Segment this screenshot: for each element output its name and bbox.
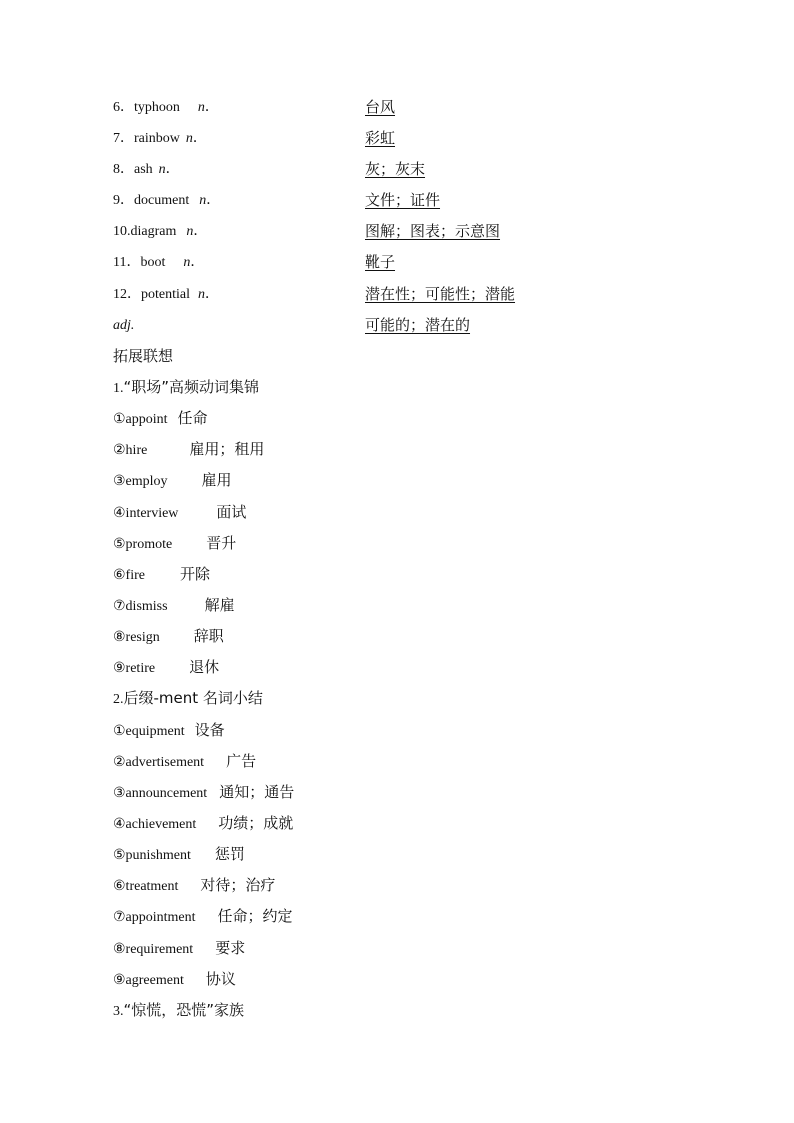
vocab-word: 8．ash — [113, 162, 153, 177]
vocab-word: 7．rainbow — [113, 131, 180, 146]
vocab-meaning: 图解；图表；示意图 — [365, 222, 501, 240]
vocab-word: 12．potential — [113, 287, 190, 302]
list-item-zh: 功绩；成就 — [218, 814, 294, 832]
vocab-pos: n — [185, 131, 193, 146]
list-item — [113, 624, 224, 648]
vocab-pos: n — [198, 287, 205, 302]
list-item-zh: 协议 — [205, 970, 236, 988]
list-item — [113, 749, 256, 773]
list-item-en: ④interview — [113, 506, 179, 521]
vocab-meaning: 台风 — [365, 98, 396, 116]
group-title — [113, 998, 244, 1022]
vocab-word: 11．boot — [113, 255, 166, 270]
group-title-text: 后缀-ment 名词小结 — [123, 689, 263, 707]
vocab-meaning: 可能的；潜在的 — [365, 316, 471, 334]
list-item — [113, 437, 264, 461]
list-item-zh: 设备 — [194, 721, 225, 739]
list-item-zh: 解雇 — [204, 596, 235, 614]
list-item-zh: 雇用；租用 — [189, 440, 265, 458]
list-item-zh: 通知；通告 — [219, 783, 295, 801]
list-item-zh: 开除 — [179, 565, 210, 583]
list-item — [113, 406, 208, 430]
list-item — [113, 655, 219, 679]
group-title-text: “职场”高频动词集锦 — [123, 378, 260, 396]
group-number: 3. — [113, 1004, 124, 1019]
list-item-zh: 惩罚 — [214, 845, 245, 863]
vocab-pos: n — [183, 255, 191, 270]
section-title: 拓展联想 — [113, 347, 174, 365]
list-item — [113, 593, 235, 617]
list-item — [113, 873, 275, 897]
vocab-row-word: 8．ash n． — [113, 161, 180, 177]
list-item-en: ⑦appointment — [113, 910, 196, 925]
vocab-row-word: 6．typhoon n． — [113, 99, 219, 115]
vocab-row-word: 9．document n． — [113, 192, 221, 208]
vocab-row-word: 10.diagram n． — [113, 223, 208, 239]
list-item — [113, 967, 236, 991]
list-item — [113, 936, 245, 960]
list-item — [113, 500, 246, 524]
vocab-row-word: 7．rainbow n． — [113, 130, 207, 146]
vocab-row-word — [113, 313, 134, 337]
list-item-en: ⑦dismiss — [113, 599, 168, 614]
list-item-en: ①appoint — [113, 412, 168, 427]
list-item — [113, 811, 293, 835]
list-item — [113, 468, 232, 492]
list-item-en: ③announcement — [113, 786, 208, 801]
list-item-zh: 退休 — [189, 658, 220, 676]
list-item-en: ④achievement — [113, 817, 197, 832]
vocab-pos: n — [199, 193, 207, 208]
list-item-zh: 任命 — [177, 409, 208, 427]
vocab-row-word: 12．potential n． — [113, 286, 219, 302]
list-item-en: ⑤punishment — [113, 848, 191, 863]
list-item — [113, 531, 236, 555]
vocab-pos: n — [186, 224, 194, 239]
group-number: 2. — [113, 692, 124, 707]
vocab-word: 9．document — [113, 193, 190, 208]
list-item-zh: 要求 — [215, 939, 246, 957]
vocab-meaning: 靴子 — [365, 253, 396, 271]
list-item-en: ⑥fire — [113, 568, 145, 583]
group-title-text: “惊慌，恐慌”家族 — [123, 1001, 245, 1019]
group-number: 1. — [113, 381, 124, 396]
list-item-en: ③employ — [113, 474, 168, 489]
vocab-meaning: 彩虹 — [365, 129, 396, 147]
list-item-zh: 雇用 — [201, 471, 232, 489]
vocab-pos: n — [158, 162, 166, 177]
list-item-en: ②advertisement — [113, 755, 205, 770]
list-item — [113, 718, 225, 742]
vocab-row-word: 11．boot n． — [113, 254, 205, 270]
list-item-en: ②hire — [113, 443, 148, 458]
list-item-en: ①equipment — [113, 724, 185, 739]
list-item-en: ⑨agreement — [113, 973, 184, 988]
list-item-en: ⑧requirement — [113, 942, 194, 957]
list-item — [113, 842, 245, 866]
vocab-word: 10.diagram — [113, 224, 177, 239]
group-title — [113, 375, 259, 399]
list-item-zh: 辞职 — [193, 627, 224, 645]
vocab-meaning: 文件；证件 — [365, 191, 441, 209]
vocab-meaning: 灰；灰末 — [365, 160, 426, 178]
vocab-word: adj. — [113, 318, 135, 333]
list-item — [113, 904, 293, 928]
list-item-zh: 任命；约定 — [217, 907, 293, 925]
group-title — [113, 686, 263, 710]
vocab-meaning: 潜在性；可能性；潜能 — [365, 285, 516, 303]
list-item-en: ⑨retire — [113, 661, 156, 676]
list-item-zh: 晋升 — [206, 534, 237, 552]
list-item-en: ⑥treatment — [113, 879, 179, 894]
list-item-zh: 对待；治疗 — [200, 876, 276, 894]
vocab-word: 6．typhoon — [113, 100, 180, 115]
list-item-en: ⑧resign — [113, 630, 160, 645]
list-item-en: ⑤promote — [113, 537, 173, 552]
list-item — [113, 780, 294, 804]
vocab-pos: n — [197, 100, 205, 115]
list-item-zh: 广告 — [226, 752, 257, 770]
list-item — [113, 562, 210, 586]
list-item-zh: 面试 — [216, 503, 247, 521]
